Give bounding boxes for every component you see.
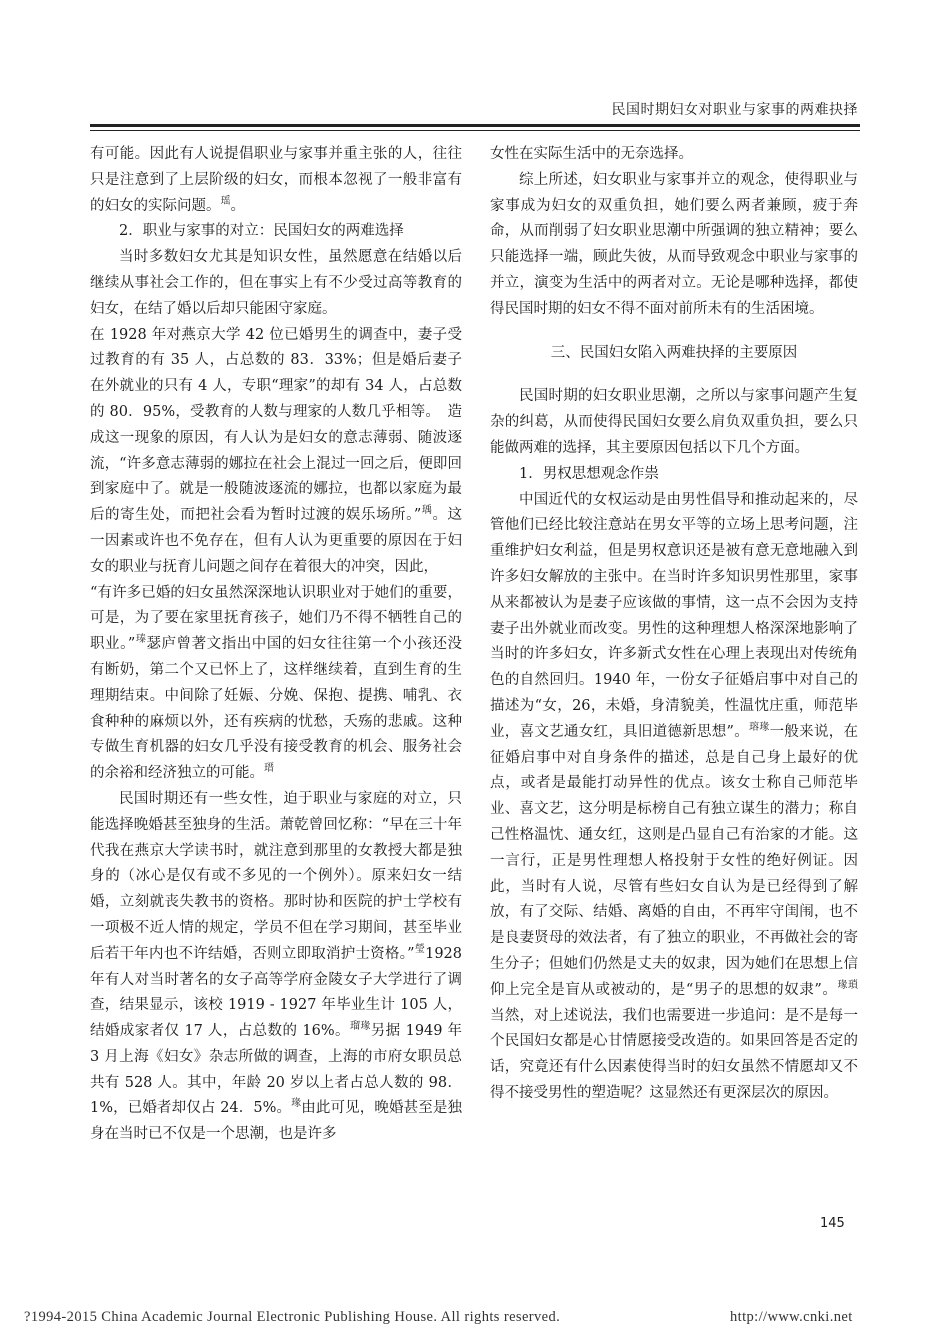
paragraph-text: 。 [230,197,245,214]
header-rule-thin [90,130,860,131]
paragraph-text: 。这一因素或许也不免存在，但有人认为更重要的原因在于妇女的职业与抚育儿问题之间存在着很大的冲突，因此， [90,507,463,575]
paragraph [90,323,462,581]
left-column [90,142,462,1148]
paragraph [490,488,858,1107]
paragraph-text: 1928 年有人对当时著名的女子高等学府金陵女子大学进行了调查，结果显示，该校 1919 - 1927 年毕业生计 105 人，结婚成家者仅 17 人，占总数的 16%。 [90,945,462,1040]
paragraph-text: “有许多已婚的妇女虽然深深地认识职业对于她们的重要，可是，为了要在家里抚育孩子，她们乃不得不牺牲自己的职业。” [90,584,462,653]
paragraph [90,787,462,1148]
footnote-ref: 瑑瑣 [837,979,859,991]
paragraph [90,142,462,219]
header-rule-thick [90,124,860,127]
paragraph-text: 由此可见，晚婚甚至是独身在当时已不仅是一个思潮，也是许多 [90,1100,462,1143]
subheading: 1．男权思想观念作祟 [519,465,659,482]
copyright-line [24,1309,853,1326]
right-column [490,142,858,1107]
footnote-ref: 瑶 [220,195,231,207]
copyright-text: ?1994-2015 China Academic Journal Electronic Publishing House. All rights reserved. [24,1309,561,1325]
footnote-ref: 瑢瑑 [749,721,770,733]
section-title: 三、民国妇女陷入两难抉择的主要原因 [550,344,798,361]
paragraph-text: 有可能。因此有人说提倡职业与家事并重主张的人，往往只是注意到了上层阶级的妇女，而根本忽视了一般非富有的妇女的实际问题。 [90,146,462,214]
subheading: 2．职业与家事的对立：民国妇女的两难选择 [119,223,404,240]
running-title: 民国时期妇女对职业与家事的两难抉择 [611,102,858,118]
paragraph-text: 另据 1949 年 3 月上海《妇女》杂志所做的调查，上海的市府女职员总共有 528 人。其中，年龄 20 岁以上者占总人数的 98．1%，已婚者却仅占 24．5%。 [90,1023,463,1117]
footnote-ref: 瑀 [421,505,433,517]
page-number: 145 [820,1216,845,1231]
footnote-ref: 瑑 [291,1098,302,1110]
footnote-ref: 瑠瑑 [349,1021,371,1033]
footnote-ref: 瑩 [414,943,426,955]
paragraph: 女性在实际生活中的无奈选择。 [490,146,693,162]
paragraph-text: 一般来说，在征婚启事中对自身条件的描述，总是自己身上最好的优点，或者是最能打动异性的优点。该女士称自己师范毕业、喜文艺，这分明是标榜自己有独立谋生的潜力；称自己性格温忱、通女红，这则是凸显自己有治家的才能。这一言行，正是男性理想人格投射于女性的绝好例证。因此，当时有人说，尽管有些妇女自认为是已经得到了解放，有了交际、结婚、离婚的自由，不再牢守闺闱，也不是良妻贤母的效法者，有了独立的职业，不再做社会的寄生分子；但她们仍然是丈夫的奴隶，因为她们在思想上信仰上完全是盲从或被动的，是“男子的思想的奴隶”。 [490,723,859,998]
paragraph-text: 瑟庐曾著文指出中国的妇女往往第一个小孩还没有断奶，第二个又已怀上了，这样继续着，直到生育的生理期结束。中间除了妊娠、分娩、保抱、提携、哺乳、衣食种种的麻烦以外，还有疾病的忧愁，夭殇的悲戚。这种专做生育机器的妇女几乎没有接受教育的机会、服务社会的余裕和经济独立的可能。 [90,636,462,782]
paragraph: 综上所述，妇女职业与家事并立的观念，使得职业与家事成为妇女的双重负担，她们要么两者兼顾，疲于奔命，从而削弱了妇女职业思潮中所强调的独立精神；要么只能选择一端，顾此失彼，从而导致观念中职业与家事的并立，演变为生活中的两者对立。无论是哪种选择，都使得民国时期的妇女不得不面对前所未有的生活困境。 [490,171,858,317]
footnote-ref: 瑨 [264,763,274,775]
paragraph: 民国时期的妇女职业思潮，之所以与家事问题产生复杂的纠葛，从而使得民国妇女要么肩负双重负担，要么只能做两难的选择，其主要原因包括以下几个方面。 [490,388,858,456]
paragraph: 当时多数妇女尤其是知识女性，虽然愿意在结婚以后继续从事社会工作的，但在事实上有不少受过高等教育的妇女，在结了婚以后却只能困守家庭。 [90,249,462,317]
cnki-url[interactable]: http://www.cnki.net [730,1309,853,1325]
paragraph [90,581,462,787]
paragraph-text: 民国时期还有一些女性，迫于职业与家庭的对立，只能选择晚婚甚至独身的生活。萧乾曾回忆称：“早在三十年代我在燕京大学读书时，就注意到那里的女教授大都是独身的（冰心是仅有或不多见的一个例外）。原来妇女一结婚，立刻就丧失教书的资格。那时协和医院的护士学校有一项极不近人情的规定，学员不但在学习期间，甚至毕业后若干年内也不许结婚，否则立即取消护士资格。” [90,790,462,962]
paragraph-text: 中国近代的女权运动是由男性倡导和推动起来的，尽管他们已经比较注意站在男女平等的立场上思考问题，注重维护妇女利益，但是男权意识还是被有意无意地融入到许多妇女解放的主张中。在当时许多知识男性那里，家事从来都被认为是妻子应该做的事情，这一点不会因为支持妻子出外就业而改变。男性的这种理想人格深深地影响了当时的许多妇女，许多新式女性在心理上表现出对传统角色的自然回归。1940 年，一份女子征婚启事中对自己的描述为“女，26，未婚，身清貌美，性温忱庄重，师范毕业，喜文艺通女红，具旧道德新思想”。 [490,491,858,740]
paragraph-text: 在 1928 年对燕京大学 42 位已婚男生的调查中，妻子受过教育的有 35 人，占总数的 83．33%；但是婚后妻子在外就业的只有 4 人，专职“理家”的却有 34 人，占总数的 80．95%，受教育的人数与理家的人数几乎相等。 造成这一现象的原因，有人认为是妇女的意志薄弱、随波逐流，“许多意志薄弱的娜拉在社会上混过一回之后，便即回到家庭中了。就是一般随波逐流的娜拉，也都以家庭为最后的寄生处，而把社会看为暂时过渡的娱乐场所。” [90,326,462,524]
paragraph-text: 当然，对上述说法，我们也需要进一步追问：是不是每一个民国妇女都是心甘情愿接受改造的。如果回答是否定的话，究竟还有什么因素使得当时的妇女虽然不情愿却又不得不接受男性的塑造呢？这显然还有更深层次的原因。 [490,1007,858,1101]
footnote-ref: 瑧 [135,634,147,646]
